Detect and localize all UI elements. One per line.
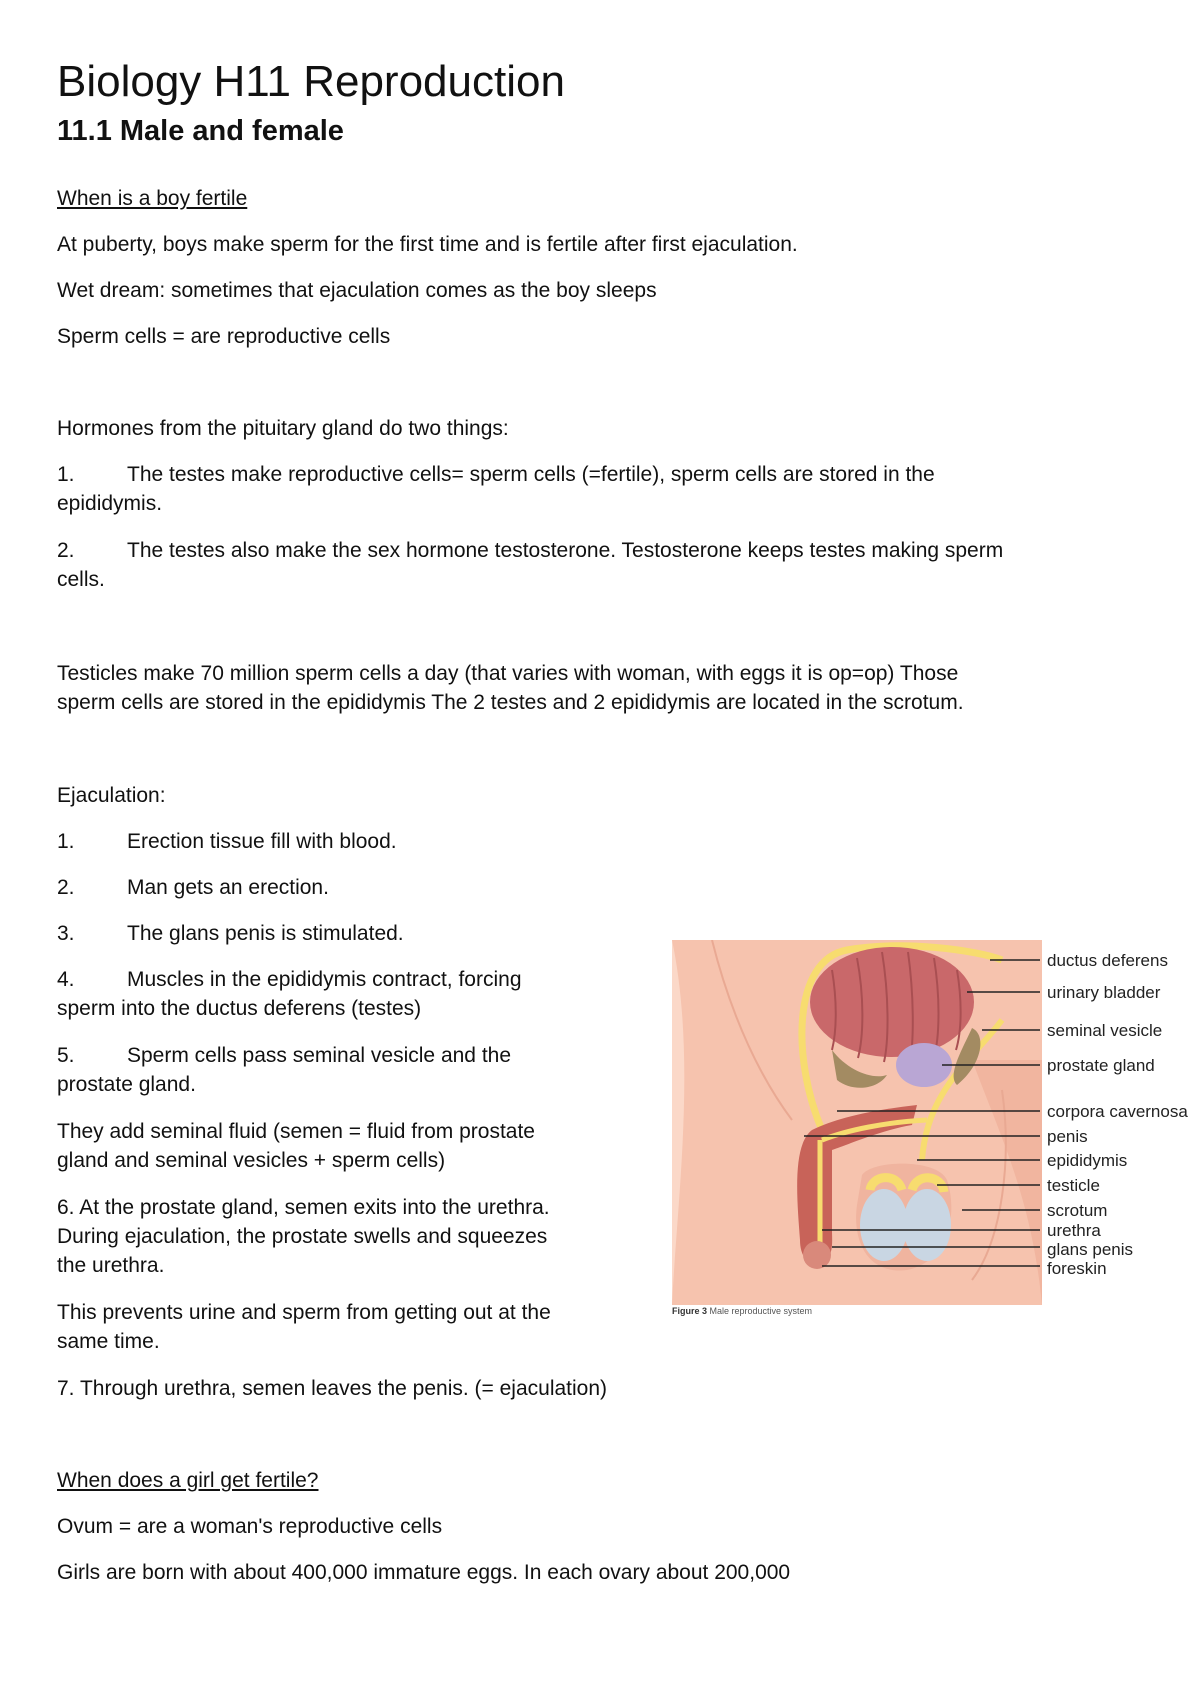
label-glans-penis: glans penis xyxy=(1047,1240,1134,1259)
paragraph-wet-dream: Wet dream: sometimes that ejaculation comes as the boy sleeps xyxy=(57,279,657,302)
label-urethra: urethra xyxy=(1047,1221,1101,1240)
paragraph-hormones-intro: Hormones from the pituitary gland do two things: xyxy=(57,417,509,440)
list-text: Sperm cells pass seminal vesicle and the xyxy=(127,1044,512,1067)
paragraph-line: Testicles make 70 million sperm cells a day (that varies with woman, with eggs it is op=op) Those xyxy=(57,662,959,685)
paragraph-line: the urethra. xyxy=(57,1254,165,1277)
page-title: Biology H11 Reproduction xyxy=(57,57,565,106)
label-ductus-deferens: ductus deferens xyxy=(1047,951,1168,970)
label-corpora-cavernosa: corpora cavernosa xyxy=(1047,1102,1188,1121)
paragraph-line: same time. xyxy=(57,1330,160,1353)
paragraph-ovum: Ovum = are a woman's reproductive cells xyxy=(57,1515,443,1538)
figure-caption-text: Male reproductive system xyxy=(707,1306,813,1316)
ejaculation-heading: Ejaculation: xyxy=(57,784,166,807)
list-text-continued: prostate gland. xyxy=(57,1073,196,1096)
paragraph-line: sperm cells are stored in the epididymis The 2 testes and 2 epididymis are located in the scrotum. xyxy=(57,691,964,714)
label-testicle: testicle xyxy=(1047,1176,1100,1195)
label-seminal-vesicle: seminal vesicle xyxy=(1047,1021,1163,1040)
label-epididymis: epididymis xyxy=(1047,1151,1128,1170)
list-text: Muscles in the epididymis contract, forcing xyxy=(127,968,522,991)
ejaculation-step-2 xyxy=(57,873,329,902)
testicle-shape xyxy=(903,1189,951,1261)
paragraph-line: This prevents urine and sperm from getting out at the xyxy=(57,1301,551,1324)
ejaculation-step-7: 7. Through urethra, semen leaves the penis. (= ejaculation) xyxy=(57,1377,608,1400)
hormone-item-2 xyxy=(57,536,1003,594)
paragraph-testicles xyxy=(57,659,964,717)
label-scrotum: scrotum xyxy=(1047,1201,1108,1220)
hormone-item-1 xyxy=(57,460,935,518)
list-text: The testes also make the sex hormone testosterone. Testosterone keeps testes making sperm xyxy=(127,539,1004,562)
list-text-continued: epididymis. xyxy=(57,492,163,515)
list-text: The testes make reproductive cells= sperm cells (=fertile), sperm cells are stored in the xyxy=(127,463,935,486)
paragraph-sperm-cells: Sperm cells = are reproductive cells xyxy=(57,325,391,348)
paragraph-line: During ejaculation, the prostate swells and squeezes xyxy=(57,1225,548,1248)
list-text-continued: cells. xyxy=(57,568,105,591)
list-number: 4. xyxy=(57,968,75,991)
section-title: 11.1 Male and female xyxy=(57,115,344,147)
label-foreskin: foreskin xyxy=(1047,1259,1107,1278)
girl-fertile-heading: When does a girl get fertile? xyxy=(57,1469,319,1492)
list-number: 1. xyxy=(57,463,75,486)
figure-caption-label: Figure 3 xyxy=(672,1306,708,1316)
paragraph-seminal-fluid xyxy=(57,1117,535,1175)
ejaculation-step-6 xyxy=(57,1193,550,1280)
list-text-continued: sperm into the ductus deferens (testes) xyxy=(57,997,422,1020)
list-number: 5. xyxy=(57,1044,75,1067)
list-number: 3. xyxy=(57,922,75,945)
paragraph-prevents xyxy=(57,1298,551,1356)
ejaculation-step-3 xyxy=(57,919,404,948)
paragraph-immature-eggs: Girls are born with about 400,000 immature eggs. In each ovary about 200,000 xyxy=(57,1561,791,1584)
label-prostate-gland: prostate gland xyxy=(1047,1056,1155,1075)
list-text: Erection tissue fill with blood. xyxy=(127,830,397,853)
ejaculation-step-5 xyxy=(57,1041,511,1099)
figure-caption xyxy=(672,1306,812,1316)
paragraph-puberty: At puberty, boys make sperm for the first time and is fertile after first ejaculation. xyxy=(57,233,798,256)
boy-fertile-heading: When is a boy fertile xyxy=(57,187,248,210)
paragraph-line: gland and seminal vesicles + sperm cells) xyxy=(57,1149,446,1172)
list-number: 2. xyxy=(57,539,75,562)
testicle-shape xyxy=(860,1189,908,1261)
glans-penis-shape xyxy=(803,1241,831,1269)
list-number: 1. xyxy=(57,830,75,853)
list-text: Man gets an erection. xyxy=(127,876,329,899)
ejaculation-step-4 xyxy=(57,965,522,1023)
ejaculation-step-1 xyxy=(57,827,397,856)
label-urinary-bladder: urinary bladder xyxy=(1047,983,1161,1002)
list-number: 2. xyxy=(57,876,75,899)
paragraph-line: 6. At the prostate gland, semen exits into the urethra. xyxy=(57,1196,550,1219)
list-text: The glans penis is stimulated. xyxy=(127,922,404,945)
paragraph-line: They add seminal fluid (semen = fluid from prostate xyxy=(57,1120,535,1143)
male-reproductive-system-figure xyxy=(672,940,1200,1320)
label-penis: penis xyxy=(1047,1127,1088,1146)
